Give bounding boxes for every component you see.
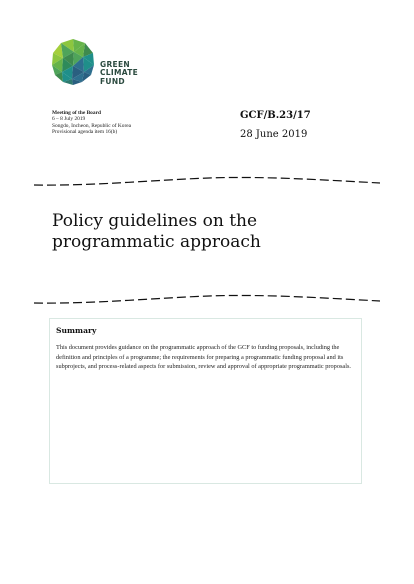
top-wave-divider xyxy=(34,176,380,188)
bottom-wave-divider xyxy=(34,294,380,306)
title-line-1: Policy guidelines on the xyxy=(52,211,258,231)
agenda-item: Provisional agenda item 16(b) xyxy=(52,128,118,135)
title-line-2: programmatic approach xyxy=(52,232,261,252)
meeting-dates: 6 – 8 July 2019 xyxy=(52,116,86,123)
summary-text: This document provides guidance on the programmatic approach of the GCF to funding proposals, including the definition and principles of a programme; the requirements for preparing a programmatic funding proposal and its subprojects, and process-related aspects for submission, review and approval of appropriate programmatic proposals. xyxy=(56,344,351,371)
summary-heading: Summary xyxy=(56,326,97,335)
logo-line-fund: FUND xyxy=(100,76,125,86)
meeting-name: Meeting of the Board xyxy=(52,110,101,116)
logo-line-green: GREEN xyxy=(100,60,130,69)
meeting-location: Songdo, Incheon, Republic of Korea xyxy=(52,122,132,129)
logo-text xyxy=(100,61,138,86)
green-climate-fund-globe-icon xyxy=(50,38,96,86)
logo-line-climate: CLIMATE xyxy=(100,68,139,78)
meeting-info xyxy=(52,110,131,135)
document-date: 28 June 2019 xyxy=(240,129,308,140)
document-number: GCF/B.23/17 xyxy=(240,110,311,121)
summary-box xyxy=(49,318,362,484)
logo xyxy=(50,38,180,98)
document-title xyxy=(52,211,352,253)
